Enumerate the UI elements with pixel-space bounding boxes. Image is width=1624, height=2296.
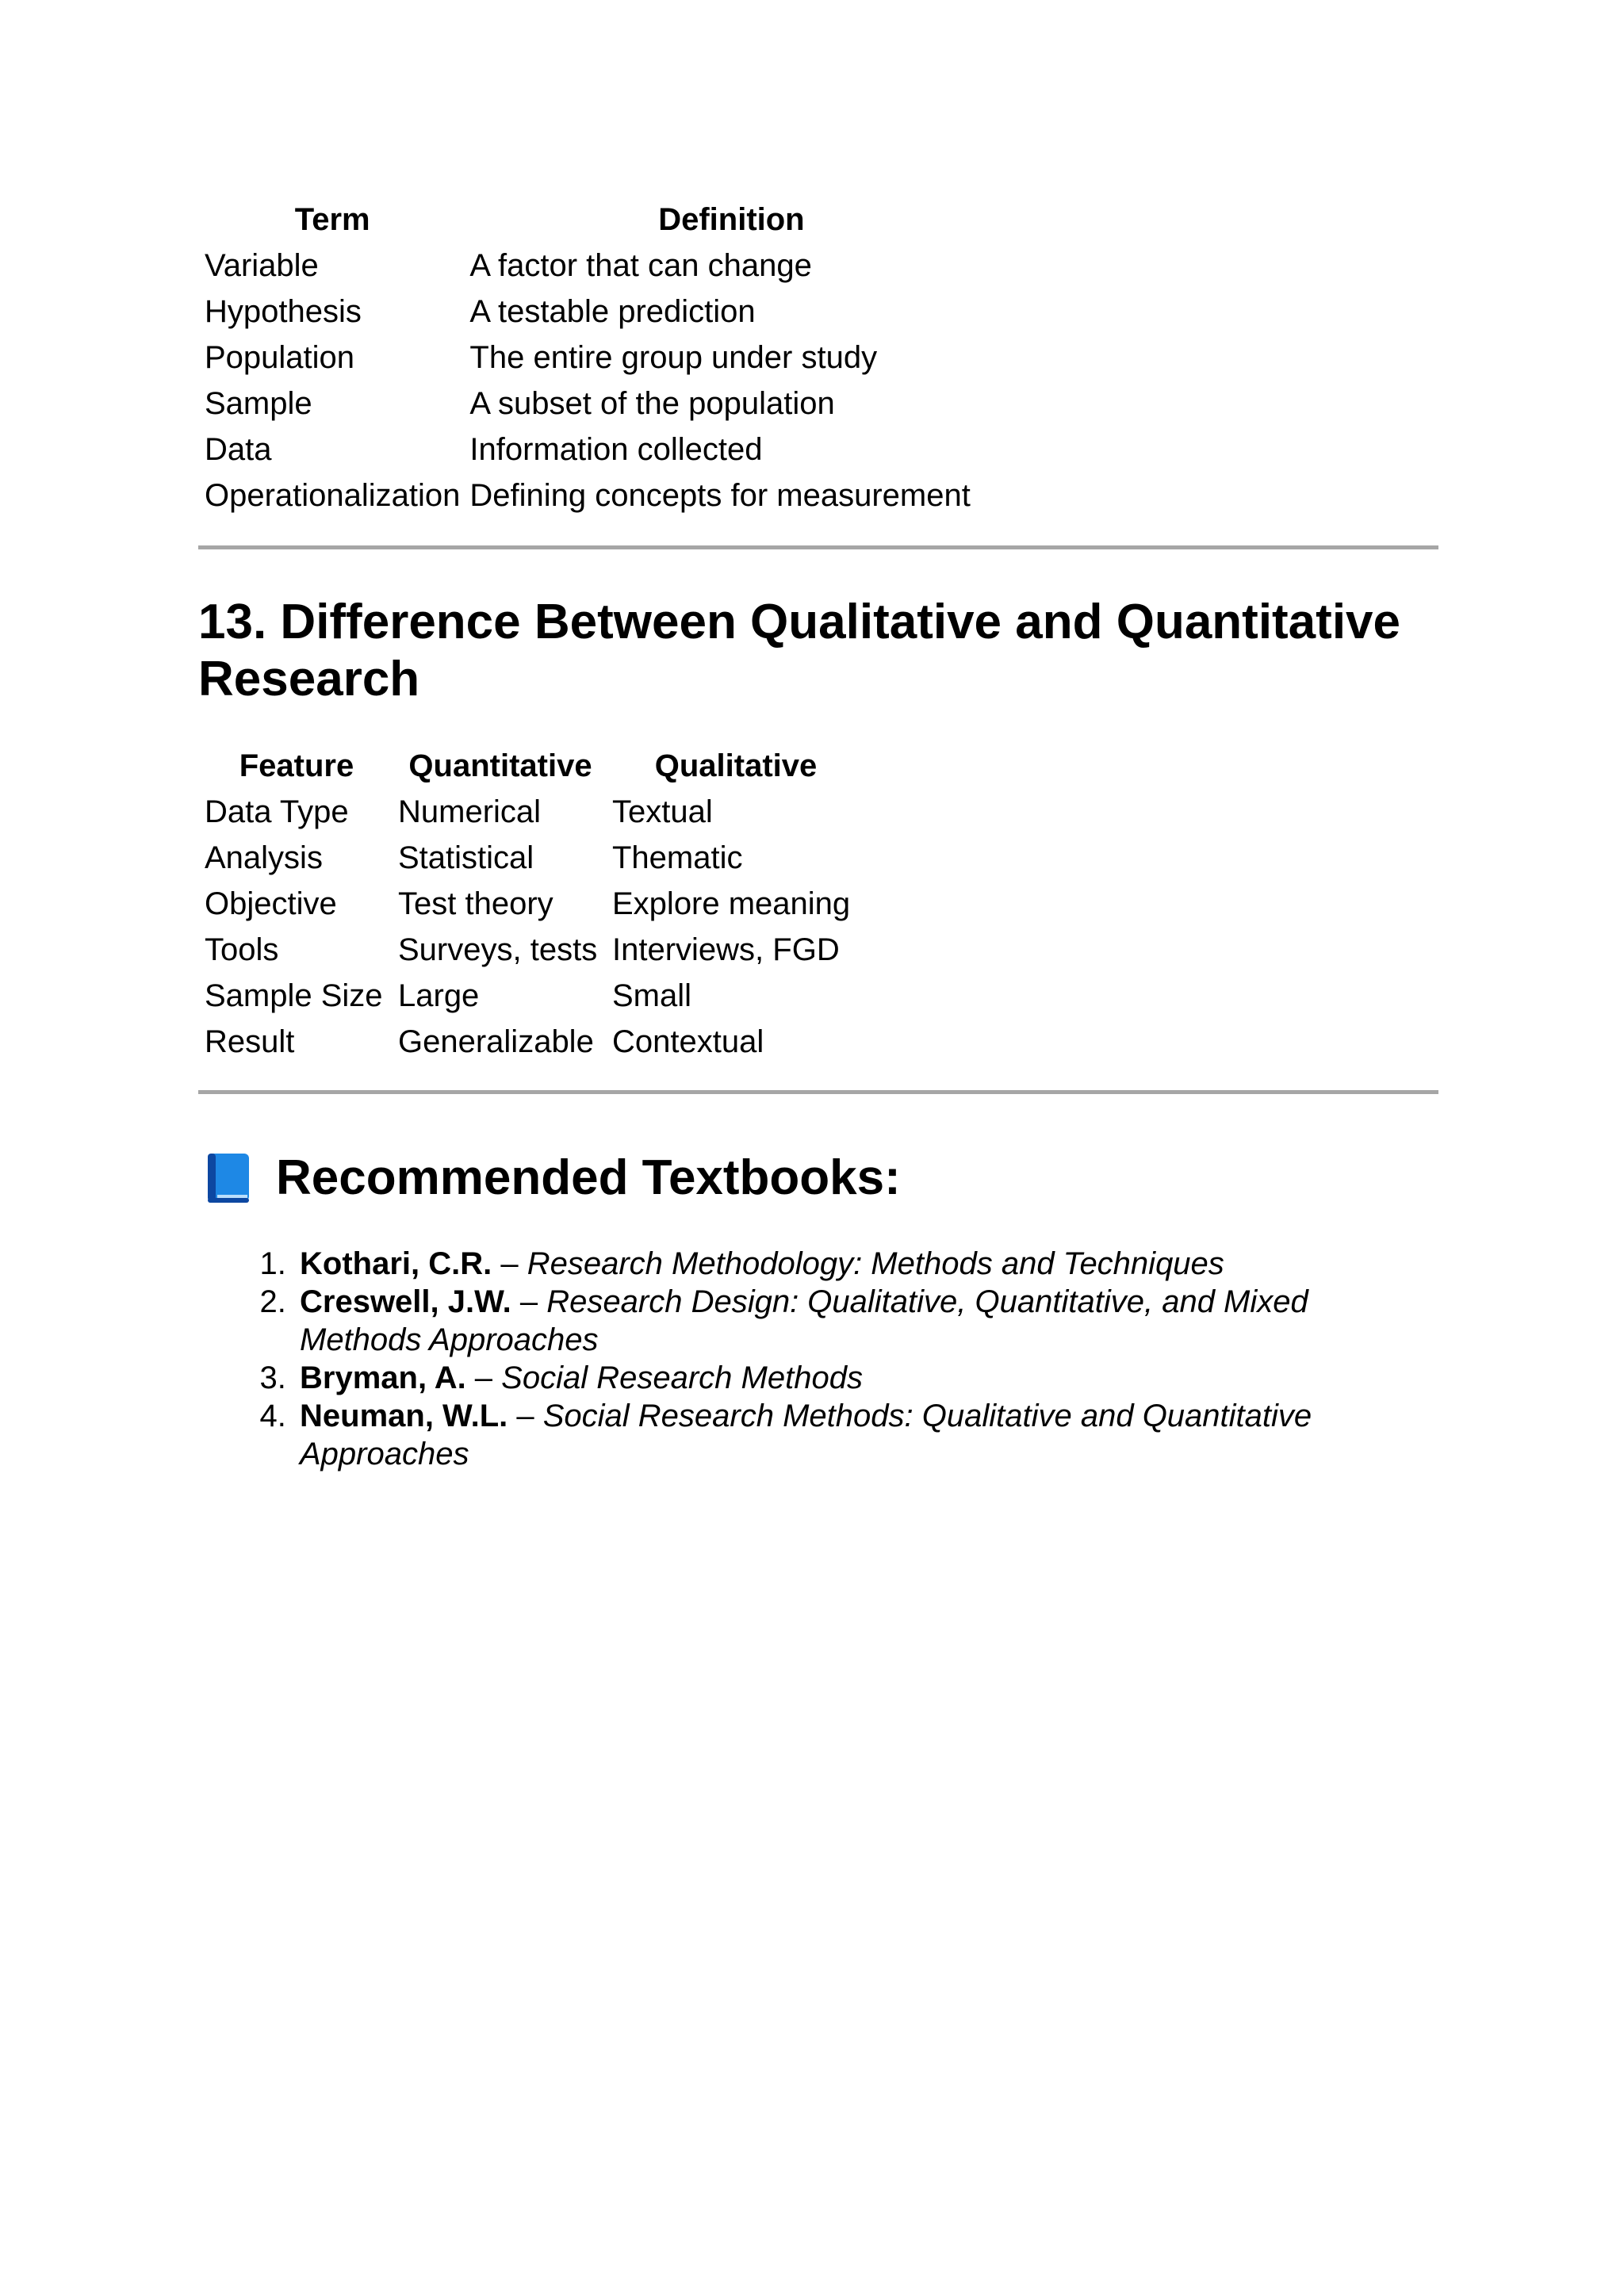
qualitative-cell: Textual xyxy=(612,794,713,829)
terms-table-header-row xyxy=(200,197,998,243)
comparison-table xyxy=(200,743,864,1065)
term-cell: Operationalization xyxy=(205,478,461,513)
term-cell: Variable xyxy=(205,248,319,283)
quantitative-cell: Numerical xyxy=(398,794,542,829)
qualitative-cell: Small xyxy=(612,978,692,1013)
table-row xyxy=(200,789,864,835)
horizontal-divider xyxy=(198,545,1438,549)
feature-cell: Sample Size xyxy=(205,978,383,1013)
book-author: Neuman, W.L. xyxy=(300,1399,508,1433)
book-separator: – xyxy=(465,1360,502,1395)
table-row xyxy=(200,427,998,473)
table-row xyxy=(200,473,998,519)
textbooks-list xyxy=(198,1245,1438,1473)
table-row xyxy=(200,973,864,1019)
table-row xyxy=(200,381,998,427)
term-cell: Sample xyxy=(205,386,312,421)
page-content xyxy=(198,197,1438,1473)
compare-header-feature: Feature xyxy=(239,748,354,783)
table-row xyxy=(200,1019,864,1065)
table-row xyxy=(200,881,864,927)
qualitative-cell: Thematic xyxy=(612,840,743,875)
definition-cell: The entire group under study xyxy=(469,340,878,375)
feature-cell: Result xyxy=(205,1024,295,1059)
quantitative-cell: Large xyxy=(398,978,480,1013)
quantitative-cell: Surveys, tests xyxy=(398,932,598,967)
terms-header-term: Term xyxy=(294,202,370,237)
feature-cell: Tools xyxy=(205,932,279,967)
list-item xyxy=(295,1283,1438,1359)
quantitative-cell: Test theory xyxy=(398,886,553,921)
table-row xyxy=(200,335,998,381)
qualitative-cell: Contextual xyxy=(612,1024,764,1059)
feature-cell: Analysis xyxy=(205,840,323,875)
terms-table xyxy=(200,197,998,519)
book-title: Social Research Methods: Qualitative and Quantitative Approaches xyxy=(300,1399,1312,1471)
definition-cell: A factor that can change xyxy=(469,248,812,283)
table-row xyxy=(200,835,864,881)
compare-header-quantitative: Quantitative xyxy=(408,748,592,783)
qualitative-cell: Interviews, FGD xyxy=(612,932,840,967)
term-cell: Population xyxy=(205,340,355,375)
book-author: Creswell, J.W. xyxy=(300,1284,511,1319)
quantitative-cell: Generalizable xyxy=(398,1024,594,1059)
book-title: Research Methodology: Methods and Techniques xyxy=(527,1246,1224,1281)
horizontal-divider xyxy=(198,1090,1438,1094)
table-row xyxy=(200,243,998,289)
term-cell: Data xyxy=(205,432,272,467)
table-row xyxy=(200,927,864,973)
book-separator: – xyxy=(511,1284,547,1319)
book-title: Research Design: Qualitative, Quantitative, and Mixed Methods Approaches xyxy=(300,1284,1308,1357)
blue-book-icon xyxy=(206,1152,251,1204)
section-13-heading: 13. Difference Between Qualitative and Quantitative Research xyxy=(198,595,1401,706)
feature-cell: Objective xyxy=(205,886,337,921)
textbooks-heading xyxy=(198,1150,1438,1207)
book-author: Bryman, A. xyxy=(300,1360,466,1395)
qualitative-cell: Explore meaning xyxy=(612,886,851,921)
book-title: Social Research Methods xyxy=(501,1360,863,1395)
list-item xyxy=(295,1245,1438,1283)
feature-cell: Data Type xyxy=(205,794,349,829)
definition-cell: Information collected xyxy=(469,432,763,467)
book-author: Kothari, C.R. xyxy=(300,1246,492,1281)
terms-header-definition: Definition xyxy=(658,202,805,237)
list-item xyxy=(295,1359,1438,1397)
comparison-table-header-row xyxy=(200,743,864,789)
book-separator: – xyxy=(492,1246,527,1281)
quantitative-cell: Statistical xyxy=(398,840,534,875)
definition-cell: Defining concepts for measurement xyxy=(469,478,971,513)
book-separator: – xyxy=(508,1399,543,1433)
term-cell: Hypothesis xyxy=(205,294,362,329)
definition-cell: A subset of the population xyxy=(469,386,835,421)
compare-header-qualitative: Qualitative xyxy=(654,748,818,783)
table-row xyxy=(200,289,998,335)
definition-cell: A testable prediction xyxy=(469,294,756,329)
textbooks-heading-text: Recommended Textbooks: xyxy=(276,1150,901,1205)
list-item xyxy=(295,1397,1438,1473)
